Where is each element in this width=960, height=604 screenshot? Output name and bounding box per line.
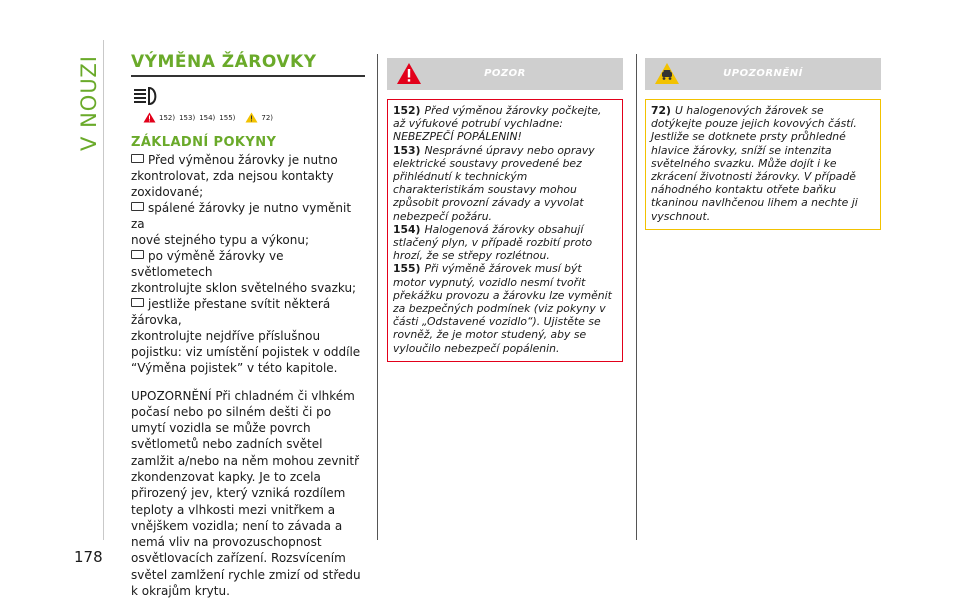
column-divider-1 [377, 54, 378, 540]
ref-label: 154) [199, 114, 216, 122]
pozor-panel [387, 58, 623, 362]
upozorneni-panel [645, 58, 881, 230]
pozor-body [387, 99, 623, 362]
upozorneni-title: UPOZORNĚNÍ [723, 68, 803, 79]
page-number: 178 [74, 548, 103, 566]
upozorneni-body [645, 99, 881, 230]
side-divider [103, 40, 104, 540]
list-item: po výměně žárovky ve světlometech zkontrolujte sklon světelného svazku; [131, 248, 357, 295]
subheading: ZÁKLADNÍ POKYNY [131, 134, 277, 150]
section-title: VÝMĚNA ŽÁROVKY [131, 52, 317, 72]
bullet-box-icon [131, 154, 144, 163]
bullet-list [131, 152, 367, 376]
pozor-header [387, 58, 623, 90]
list-item: spálené žárovky je nutno vyměnit za nové stejného typu a výkonu; [131, 200, 352, 247]
ref-label: 155) [219, 114, 236, 122]
note-item: 72) U halogenových žárovek se dotýkejte pouze jejich kovových částí. Jestliže se dotknete prsty průhledné hlavice žárovky, sníží se intenzita světelného svazku. Může dojít i ke zkrácení životnosti žárovky. V případě náhodného kontaktu otřete baňku tkaninou navlhčenou lihem a nechte ji vyschnout. [651, 104, 858, 223]
title-underline [131, 75, 365, 77]
condensation-note: UPOZORNĚNÍ Při chladném či vlhkém počasí nebo po silném dešti či po umytí vozidla se může povrch světlometů nebo zadních světel zamlžit a/nebo na něm mohou zevnitř zkondenzovat kapky. Je to zcela přirozený jev, který vzniká rozdílem teploty a vlhkosti mezi vnitřkem a vnějškem vozidla; není to závada a nemá vliv na provozuschopnost osvětlovacích zařízení. Rozsvícením světel zamlžení rychle zmizí od středu k okrajům krytu. [131, 388, 361, 599]
note-item: 152) Před výměnou žárovky počkejte, až výfukové potrubí vychladne: NEBEZPEČÍ POPÁLENIN! [393, 104, 602, 144]
pozor-title: POZOR [484, 68, 526, 79]
bullet-box-icon [131, 298, 144, 307]
chapter-side-label: V NOUZI [77, 55, 101, 151]
note-item: 155) Při výměně žárovek musí být motor vypnutý, vozidlo nesmí tvořit překážku provozu a žárovku lze vyměnit za bezpečných podmínek (viz pokyny v části „Odstavené vozidlo“). Ujistěte se rovněž, že je motor studený, aby se vyloučilo nebezpečí popálenin. [393, 262, 612, 355]
list-item: Před výměnou žárovky je nutno zkontrolovat, zda nejsou kontakty zoxidované; [131, 152, 338, 199]
note-item: 154) Halogenová žárovky obsahují stlačený plyn, v případě rozbití proto hrozí, že se střepy rozlétnou. [393, 222, 593, 263]
note-item: 153) Nesprávné úpravy nebo opravy elektrické soustavy provedené bez přihlédnutí k technickým charakteristikám soustavy mohou způsobit provozní závady a vyvolat nebezpečí požáru. [393, 143, 595, 223]
list-item: jestliže přestane svítit některá žárovka, zkontrolujte nejdříve příslušnou pojistku: viz umístění pojistek v oddíle “Výměna pojistek” v této kapitole. [131, 296, 361, 375]
main-column [131, 52, 367, 599]
bullet-box-icon [131, 202, 144, 211]
reference-list [143, 112, 367, 125]
bullet-box-icon [131, 250, 144, 259]
column-divider-2 [636, 54, 637, 540]
ref-label: 72) [261, 114, 274, 122]
warning-triangle-icon [245, 112, 258, 125]
ref-label: 153) [179, 114, 196, 122]
upozorneni-header [645, 58, 881, 90]
danger-triangle-icon [143, 112, 156, 125]
bulb-lamp-icon [131, 84, 367, 110]
ref-label: 152) [159, 114, 176, 122]
